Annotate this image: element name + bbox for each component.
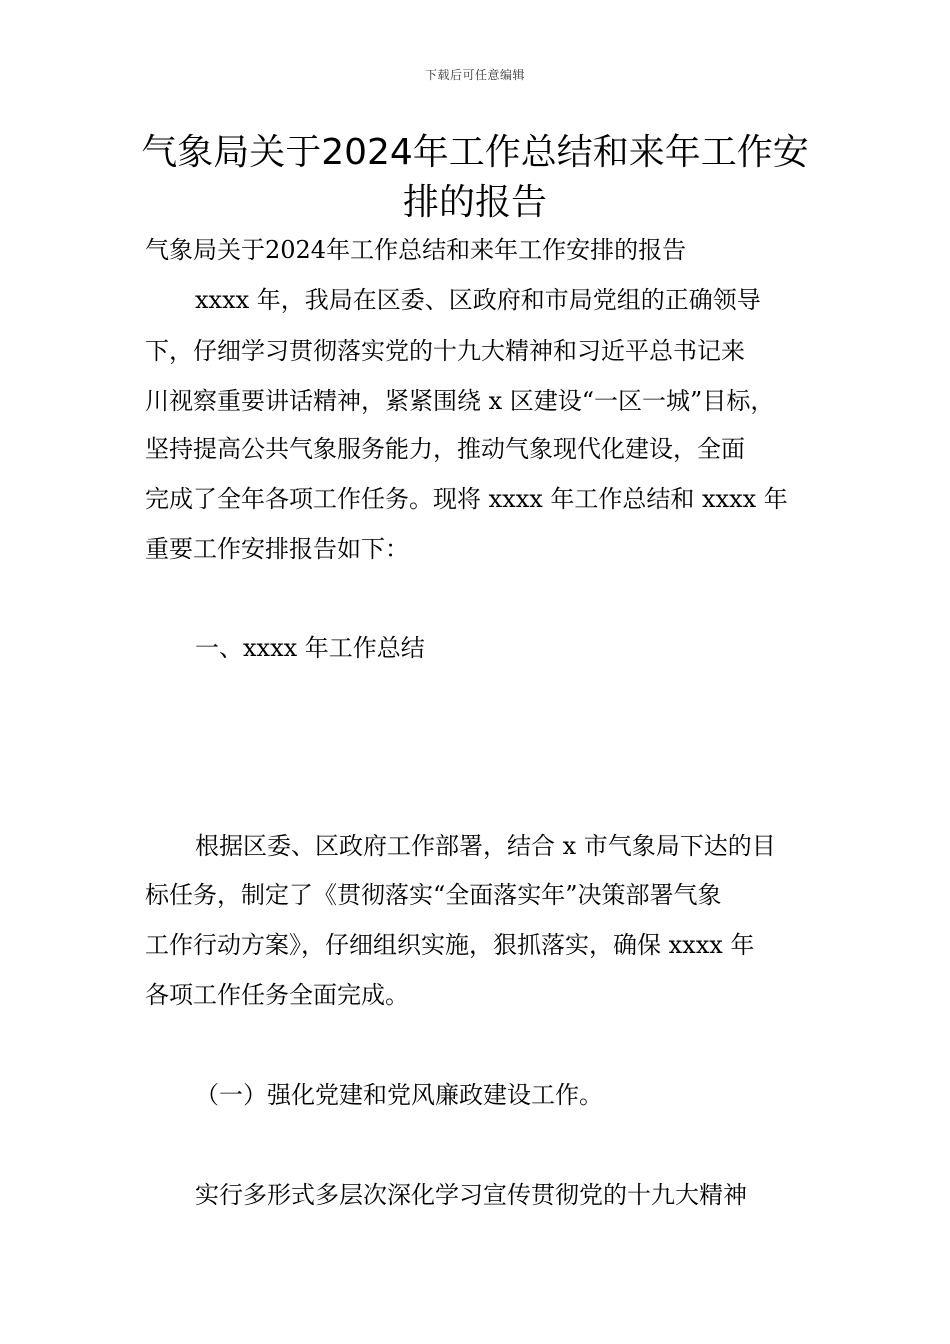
subsection-body-line: 实行多形式多层次深化学习宣传贯彻党的十九大精神 <box>195 1181 747 1209</box>
document-title <box>120 128 830 228</box>
intro-line: 川视察重要讲话精神，紧紧围绕 x 区建设“一区一城”目标， <box>145 387 775 415</box>
section-body-line: 工作行动方案》，仔细组织实施，狠抓落实，确保 xxxx 年 <box>145 931 755 959</box>
document-title-line-1: 气象局关于2024年工作总结和来年工作安 <box>141 132 809 173</box>
intro-line: 重要工作安排报告如下： <box>145 535 409 563</box>
intro-line: 下，仔细学习贯彻落实党的十九大精神和习近平总书记来 <box>145 337 745 365</box>
page-header-note: 下载后可任意编辑 <box>424 68 525 82</box>
document-title-line-2: 排的报告 <box>402 182 547 223</box>
section-body-line: 各项工作任务全面完成。 <box>145 981 409 1009</box>
document-subtitle: 气象局关于2024年工作总结和来年工作安排的报告 <box>145 236 687 264</box>
intro-line: 坚持提高公共气象服务能力，推动气象现代化建设，全面 <box>145 435 745 463</box>
section-body-line: 标任务，制定了《贯彻落实“全面落实年”决策部署气象 <box>145 881 722 909</box>
subsection-heading: （一）强化党建和党风廉政建设工作。 <box>195 1081 603 1109</box>
intro-line: xxxx 年，我局在区委、区政府和市局党组的正确领导 <box>195 286 761 314</box>
intro-line: 完成了全年各项工作任务。现将 xxxx 年工作总结和 xxxx 年 <box>145 485 788 513</box>
section-heading: 一、xxxx 年工作总结 <box>195 634 425 662</box>
section-body-line: 根据区委、区政府工作部署，结合 x 市气象局下达的目 <box>195 832 776 860</box>
